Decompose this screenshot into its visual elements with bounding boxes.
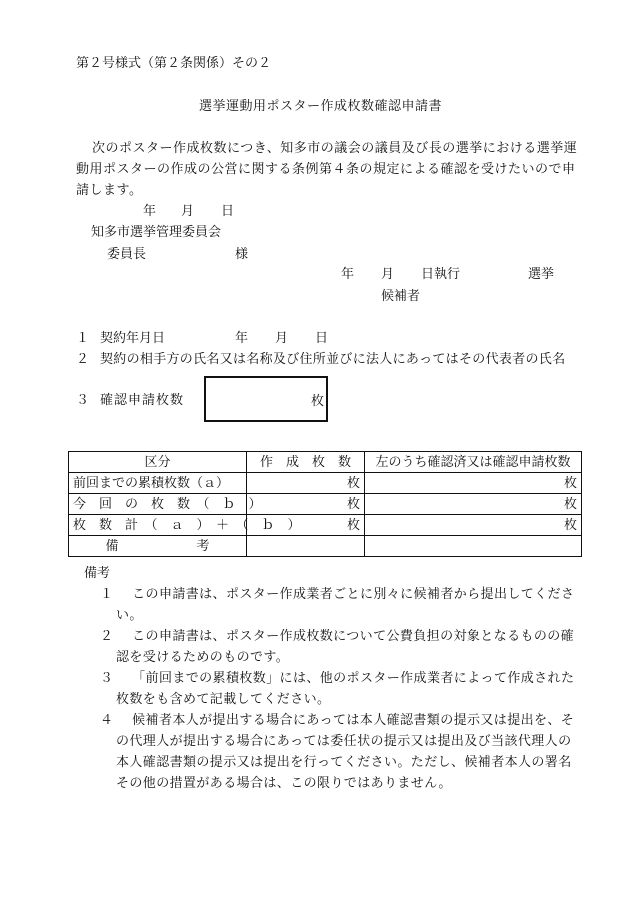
row-label: 今 回 の 枚 数 （ ｂ ）	[69, 494, 247, 515]
remarks-label: 備 考	[69, 536, 247, 557]
table-remarks-row	[69, 536, 582, 557]
note-3-line-2: 枚数をも含めて記載してください。	[116, 692, 331, 707]
header-created-count: 作 成 枚 数	[247, 452, 365, 473]
form-number: 第２号様式（第２条関係）その２	[76, 56, 272, 71]
note-4-line-3: 本人確認書類の提示又は提出を行ってください。ただし、候補者本人の署名	[116, 755, 572, 770]
table-row	[69, 494, 582, 515]
honorific: 様	[235, 247, 249, 262]
row-confirmed-cell[interactable]: 枚	[365, 494, 582, 515]
body-line-1: 次のポスター作成枚数につき、知多市の議会の議員及び長の選挙における選挙運	[92, 141, 578, 156]
row-label: 枚 数 計 （ ａ ） ＋ （ ｂ ）	[69, 515, 247, 536]
note-2-line-1: ２ この申請書は、ポスター作成枚数について公費負担の対象となるものの確	[100, 629, 575, 644]
row-created-cell[interactable]: 枚	[247, 494, 365, 515]
table-header-row	[69, 452, 582, 473]
item1-year: 年	[235, 331, 249, 346]
item2-label: 契約の相手方の氏名又は名称及び住所並びに法人にあってはその代表者の氏名	[100, 352, 566, 367]
election-month: 月	[381, 267, 395, 282]
note-1-line-1: １ この申請書は、ポスター作成業者ごとに別々に候補者から提出してくださ	[100, 587, 575, 602]
note-3-number: ３	[100, 671, 114, 686]
note-1-number: １	[100, 587, 114, 602]
requested-count-unit: 枚	[310, 394, 324, 409]
row-confirmed-cell[interactable]: 枚	[365, 473, 582, 494]
date-year: 年	[143, 204, 157, 219]
chair-title: 委員長	[107, 247, 147, 262]
item3-label: 確認申請枚数	[100, 393, 185, 408]
note-4-number: ４	[100, 713, 114, 728]
table-row	[69, 473, 582, 494]
date-month: 月	[181, 204, 195, 219]
item2-number: ２	[76, 352, 90, 367]
row-created-cell[interactable]: 枚	[247, 473, 365, 494]
item1-label: 契約年月日	[100, 331, 166, 346]
candidate-label: 候補者	[381, 289, 421, 304]
election-day-executed: 日執行	[421, 267, 461, 282]
election-year: 年	[341, 267, 355, 282]
row-confirmed-cell[interactable]: 枚	[365, 515, 582, 536]
body-line-3: 請します。	[76, 183, 143, 198]
note-4-line-1: ４ 候補者本人が提出する場合にあっては本人確認書類の提示又は提出を、そ	[100, 713, 575, 728]
committee-name: 知多市選挙管理委員会	[91, 225, 222, 240]
header-confirmed-count: 左のうち確認済又は確認申請枚数	[365, 452, 582, 473]
table-row	[69, 515, 582, 536]
note-1-line-2: い。	[116, 608, 143, 623]
item3-number: ３	[76, 393, 90, 408]
note-4-line-2: の代理人が提出する場合にあっては委任状の提示又は提出及び当該代理人の	[116, 734, 572, 749]
remarks-cell-2[interactable]	[365, 536, 582, 557]
notes-heading: 備考	[84, 566, 111, 581]
note-2-line-2: 認を受けるためのものです。	[116, 650, 290, 665]
item1-day: 日	[315, 331, 329, 346]
note-2-number: ２	[100, 629, 114, 644]
row-label: 前回までの累積枚数（ａ）	[69, 473, 247, 494]
date-day: 日	[221, 204, 235, 219]
document-title: 選挙運動用ポスター作成枚数確認申請書	[199, 99, 443, 114]
remarks-cell-1[interactable]	[247, 536, 365, 557]
header-category: 区分	[69, 452, 247, 473]
item1-month: 月	[275, 331, 289, 346]
election-label: 選挙	[528, 267, 555, 282]
requested-count-box[interactable]	[204, 376, 328, 422]
note-4-line-4: その他の措置がある場合は、この限りではありません。	[116, 776, 452, 791]
note-3-line-1: ３ 「前回までの累積枚数」には、他のポスター作成業者によって作成された	[100, 671, 575, 686]
count-table	[68, 451, 582, 557]
item1-number: １	[76, 331, 90, 346]
body-line-2: 動用ポスターの作成の公営に関する条例第４条の規定による確認を受けたいので申	[76, 162, 576, 177]
row-created-cell[interactable]: 枚	[247, 515, 365, 536]
